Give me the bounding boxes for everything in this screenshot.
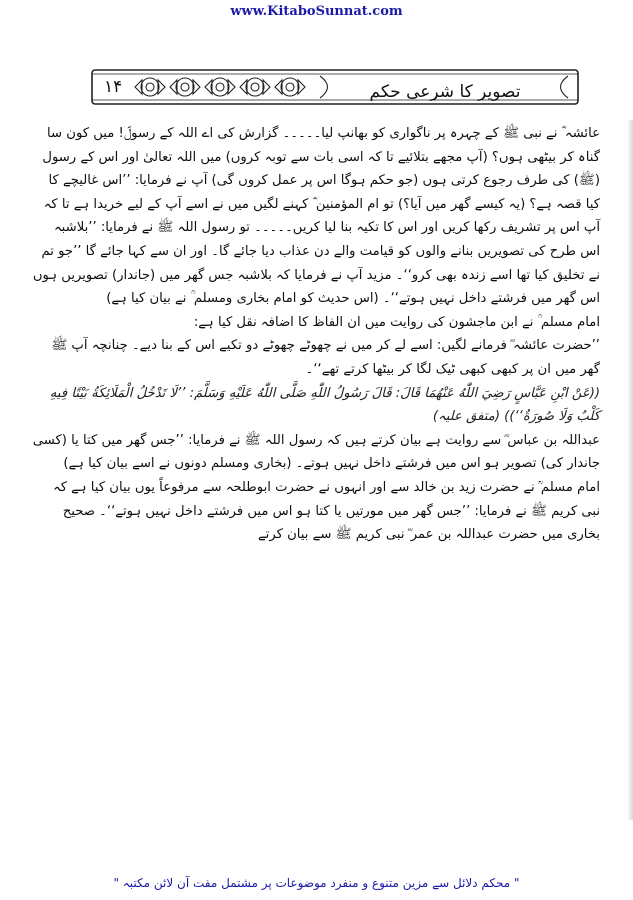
- scan-shadow: [627, 120, 633, 820]
- body-paragraph-6: امام مسلم ؒ نے حضرت زید بن خالد سے اور انہوں نے حضرت ابوطلحہ سے مرفوعاً یوں بیان کیا ہے کہ نبی کریم ﷺ نے فرمایا: ’’جس گھر میں مورتیں یا کتا ہو اس میں فرشتے داخل نہیں ہوتے‘‘۔ صحیح بخاری میں حضرت عبداللہ بن عمر ؓ نبی کریم ﷺ سے بیان کرتے: [52, 479, 600, 543]
- footer-tagline: " محکم دلائل سے مزین متنوع و منفرد موضوعات پر مشتمل مفت آن لائن مکتبہ ": [113, 876, 520, 890]
- book-body: [32, 122, 600, 547]
- page-title: تصویر کا شرعی حکم: [369, 82, 521, 102]
- body-paragraph-5: عبداللہ بن عباس ؓ سے روایت ہے بیان کرتے ہیں کہ رسول اللہ ﷺ نے فرمایا: ’’جس گھر میں کتا یا (کسی جاندار کی) تصویر ہو اس میں فرشتے داخل نہیں ہوتے۔ (بخاری ومسلم دونوں نے اسے بیان کیا ہے): [32, 432, 600, 472]
- arabic-hadith: ((عَنْ ابْنِ عَبَّاسٍ رَضِيَ اللّٰهُ عَنْهُمَا قَالَ: قَالَ رَسُولُ اللّٰهِ صَلَّى اللّٰهُ عَلَيْهِ وَسَلَّمَ: ’’لَا تَدْخُلُ الْمَلَائِكَةُ بَيْتًا فِيهِ كَلْبٌ وَلَا صُورَةٌ‘‘)) (متفق علیہ): [49, 385, 600, 425]
- body-paragraph-2: امام مسلم ؒ نے ابن ماجشون کی روایت میں ان الفاظ کا اضافہ نقل کیا ہے:: [193, 314, 600, 330]
- site-url[interactable]: www.KitaboSunnat.com: [230, 4, 403, 19]
- body-paragraph-1: عائشہ ؓ نے نبی ﷺ کے چہرہ پر ناگواری کو بھانپ لیا۔۔۔۔۔ گزارش کی اے اللہ کے رسولؐ! میں کون سا گناہ کر بیٹھی ہوں؟ (آپ مجھے بتلائیے تا کہ اسی بات سے توبہ کروں) میں اللہ تعالیٰ اور اس کے رسول (ﷺ) کی طرف رجوع کرتی ہوں (جو حکم ہوگا اس پر عمل کروں گی) آپ نے فرمایا: ’’اس غالیچے کا کیا قصہ ہے؟ (یہ کیسے گھر میں آیا؟) تو ام المؤمنین ؓ کہنے لگیں میں نے اسے آپ کے لیے خریدا ہے تا کہ آپ اس پر تشریف رکھا کریں اور اس کا تکیہ بنا لیا کریں۔۔۔۔۔ تو رسول اللہ ﷺ نے فرمایا: ’’بلاشبہ اس طرح کی تصویریں بنانے والوں کو قیامت والے دن عذاب دیا جائے گا۔ اور ان سے کہا جائے گا ’’جو تم نے تخلیق کیا تھا اسے زندہ بھی کرو‘‘۔ مزید آپ نے فرمایا کہ بلاشبہ جس گھر میں (جاندار) تصویریں ہوں اس گھر میں فرشتے داخل نہیں ہوتے‘‘۔ (اس حدیث کو امام بخاری ومسلم ؒ نے بیان کیا ہے): [32, 126, 600, 307]
- page-number: ۱۴: [104, 77, 123, 97]
- body-paragraph-3: ’’حضرت عائشہ ؓ فرمانے لگیں: اسے لے کر میں نے چھوٹے چھوٹے دو تکیے اس کے بنا دیے۔ چنانچہ آپ ﷺ گھر میں ان پر کبھی کبھی ٹیک لگا کر بیٹھا کرتے تھے‘‘۔: [51, 338, 600, 377]
